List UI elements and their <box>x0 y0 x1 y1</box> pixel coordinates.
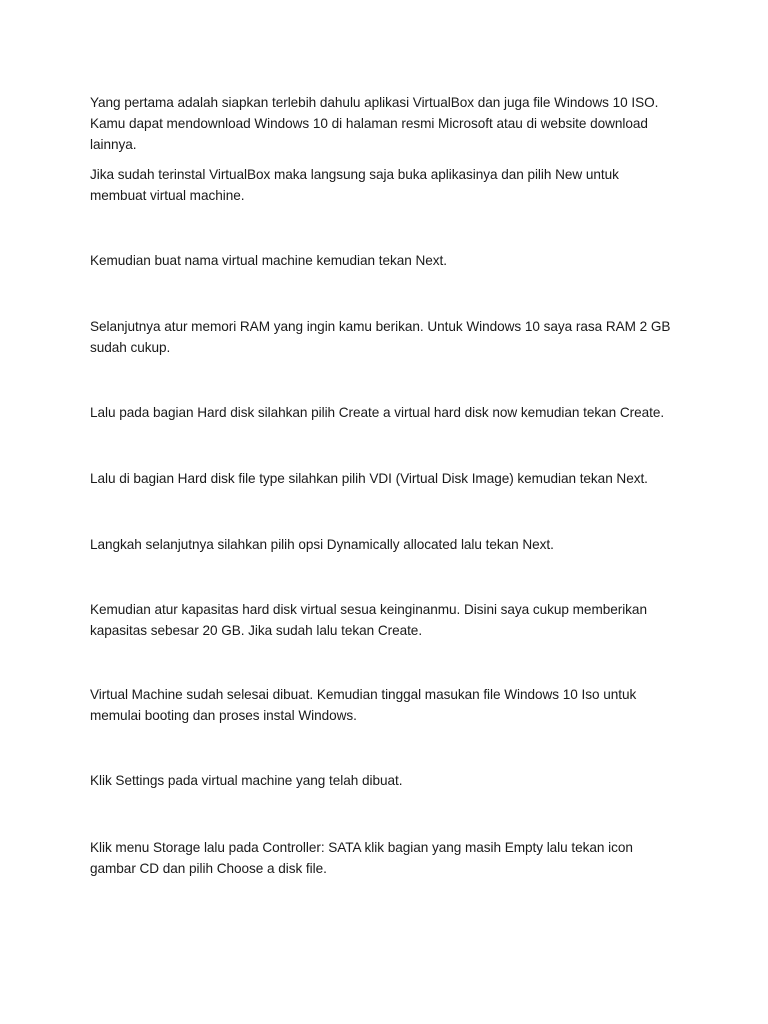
paragraph-line: Yang pertama adalah siapkan terlebih dahulu aplikasi VirtualBox dan juga file Windows 10 ISO. <box>90 95 659 110</box>
paragraph-line: sudah cukup. <box>90 340 171 355</box>
paragraph-open-virtualbox <box>90 164 690 206</box>
paragraph-storage <box>90 837 690 879</box>
paragraph-settings <box>90 770 690 791</box>
paragraph-name-vm <box>90 250 690 271</box>
paragraph-line: Jika sudah terinstal VirtualBox maka langsung saja buka aplikasinya dan pilih New untuk <box>90 167 619 182</box>
paragraph-line: memulai booting dan proses instal Windows. <box>90 708 357 723</box>
paragraph-line: Klik menu Storage lalu pada Controller: SATA klik bagian yang masih Empty lalu tekan icon <box>90 840 633 855</box>
paragraph-line: Klik Settings pada virtual machine yang telah dibuat. <box>90 773 403 788</box>
paragraph-line: Kemudian buat nama virtual machine kemudian tekan Next. <box>90 253 447 268</box>
paragraph-vm-done <box>90 684 690 726</box>
paragraph-line: kapasitas sebesar 20 GB. Jika sudah lalu tekan Create. <box>90 623 423 638</box>
paragraph-ram <box>90 316 690 358</box>
paragraph-line: Kamu dapat mendownload Windows 10 di halaman resmi Microsoft atau di website download <box>90 116 648 131</box>
paragraph-line: gambar CD dan pilih Choose a disk file. <box>90 861 327 876</box>
paragraph-dynamic <box>90 534 690 555</box>
paragraph-line: Virtual Machine sudah selesai dibuat. Kemudian tinggal masukan file Windows 10 Iso untuk <box>90 687 637 702</box>
paragraph-disk-type <box>90 468 690 489</box>
paragraph-line: Kemudian atur kapasitas hard disk virtual sesua keinginanmu. Disini saya cukup memberikan <box>90 602 647 617</box>
paragraph-line: Langkah selanjutnya silahkan pilih opsi Dynamically allocated lalu tekan Next. <box>90 537 554 552</box>
paragraph-line: Lalu pada bagian Hard disk silahkan pilih Create a virtual hard disk now kemudian tekan Create. <box>90 405 665 420</box>
paragraph-hard-disk <box>90 402 690 423</box>
paragraph-capacity <box>90 599 690 641</box>
paragraph-prepare <box>90 92 690 155</box>
paragraph-line: Lalu di bagian Hard disk file type silahkan pilih VDI (Virtual Disk Image) kemudian tekan Next. <box>90 471 648 486</box>
paragraph-line: lainnya. <box>90 137 137 152</box>
paragraph-line: membuat virtual machine. <box>90 188 245 203</box>
paragraph-line: Selanjutnya atur memori RAM yang ingin kamu berikan. Untuk Windows 10 saya rasa RAM 2 GB <box>90 319 671 334</box>
